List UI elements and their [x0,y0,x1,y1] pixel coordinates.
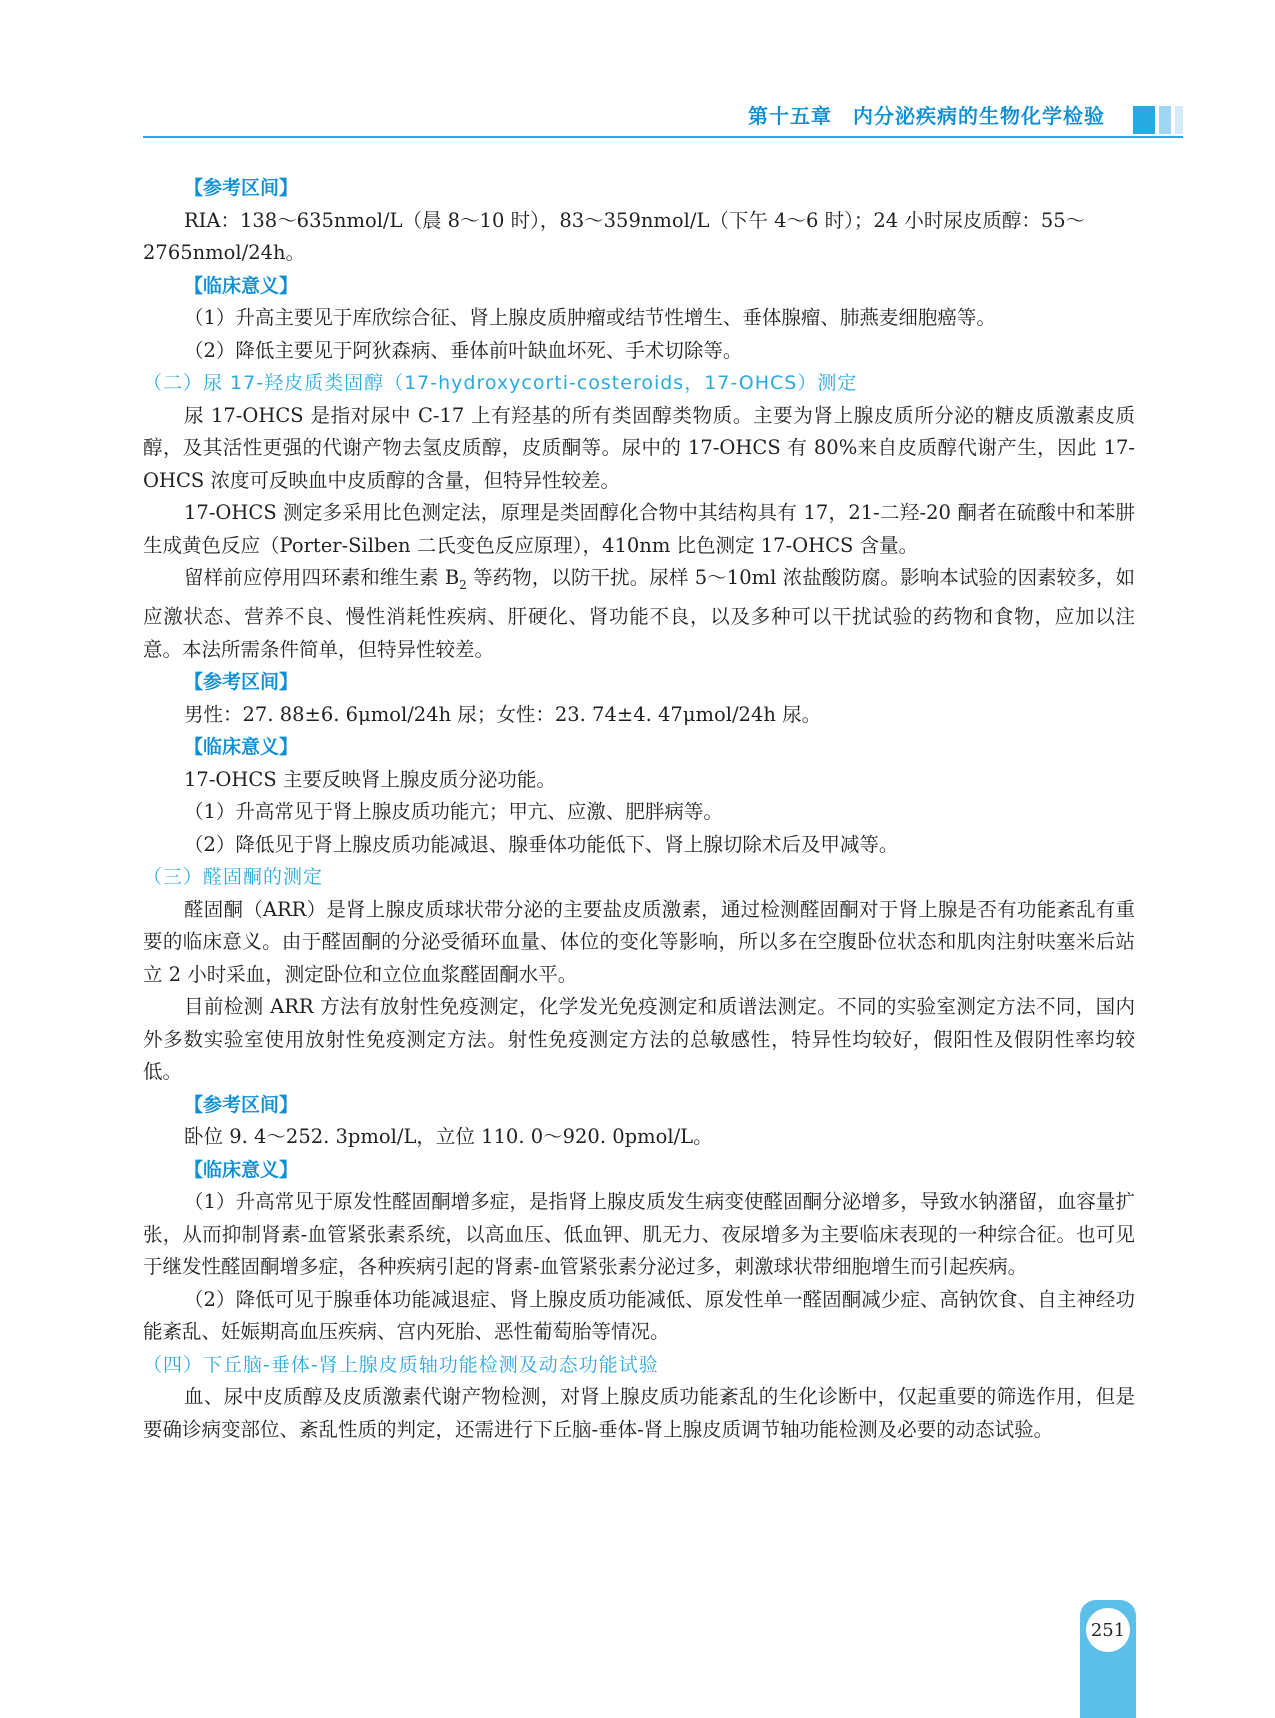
paragraph: 尿 17-OHCS 是指对尿中 C-17 上有羟基的所有类固醇类物质。主要为肾上腺皮质所分泌的糖皮质激素皮质醇，及其活性更强的代谢产物去氢皮质醇，皮质酮等。尿中的 17-OHCS 有 80%来自皮质醇代谢产生，因此 17-OHCS 浓度可反映血中皮质醇的含量，但特异性较差。 [143,403,1135,492]
list-item: （2）降低主要见于阿狄森病、垂体前叶缺血坏死、手术切除等。 [184,338,743,362]
list-item: （2）降低可见于腺垂体功能减退症、肾上腺皮质功能减低、原发性单一醛固酮减少症、高钠饮食、自主神经功能紊乱、妊娠期高血压疾病、宫内死胎、恶性葡萄胎等情况。 [143,1287,1135,1344]
subsection-title: （二）尿 17-羟皮质类固醇（17-hydroxycorti-costeroids，17-OHCS）测定 [143,372,858,394]
subsection-title: （四）下丘脑-垂体-肾上腺皮质轴功能检测及动态功能试验 [143,1353,659,1376]
paragraph: 17-OHCS 测定多采用比色测定法，原理是类固醇化合物中其结构具有 17，21-二羟-20 酮者在硫酸中和苯肼生成黄色反应（Porter-Silben 二氏变色反应原理），410nm 比色测定 17-OHCS 含量。 [143,501,1135,557]
chapter-title: 第十五章 内分泌疾病的生物化学检验 [748,104,1105,128]
subscript: 2 [459,577,467,592]
subsection-title: （三）醛固酮的测定 [143,866,324,889]
paragraph: 目前检测 ARR 方法有放射性免疫测定，化学发光免疫测定和质谱法测定。不同的实验室测定方法不同，国内外多数实验室使用放射性免疫测定方法。射性免疫测定方法的总敏感性，特异性均较好，假阳性及假阴性率均较低。 [143,995,1135,1084]
list-item: （2）降低见于肾上腺皮质功能减退、腺垂体功能低下、肾上腺切除术后及甲减等。 [184,832,899,856]
header-decor-bar [1159,106,1171,134]
paragraph-text: 留样前应停用四环素和维生素 B [184,566,460,589]
section-heading: 【参考区间】 [184,671,299,694]
header-decor-bar [1175,106,1183,134]
reference-range-cont: 2765nmol/24h。 [143,241,306,264]
list-item: （1）升高常见于肾上腺皮质功能亢；甲亢、应激、肥胖病等。 [184,800,723,824]
section-heading: 【参考区间】 [184,1093,299,1116]
paragraph-text: 等药物，以防干扰。尿样 5～10ml 浓盐酸防腐。影响本试验的因素较多，如应激状态、营养不良、慢性消耗性疾病、肝硬化、肾功能不良，以及多种可以干扰试验的药物和食物，应加以注意。本法所需条件简单，但特异性较差。 [143,566,1135,661]
page-number-tab [1080,1600,1136,1718]
list-item: （1）升高常见于原发性醛固酮增多症，是指肾上腺皮质发生病变使醛固酮分泌增多，导致水钠潴留，血容量扩张，从而抑制肾素-血管紧张素系统，以高血压、低血钾、肌无力、夜尿增多为主要临床表现的一种综合征。也可见于继发性醛固酮增多症，各种疾病引起的肾素-血管紧张素分泌过多，刺激球状带细胞增生而引起疾病。 [143,1190,1135,1279]
reference-range: 男性：27. 88±6. 6μmol/24h 尿；女性：23. 74±4. 47μmol/24h 尿。 [184,702,822,726]
paragraph [143,562,1135,666]
paragraph: 血、尿中皮质醇及皮质激素代谢产物检测，对肾上腺皮质功能紊乱的生化诊断中，仅起重要的筛选作用，但是要确诊病变部位、紊乱性质的判定，还需进行下丘脑-垂体-肾上腺皮质调节轴功能检测及必要的动态试验。 [143,1385,1135,1441]
header-decor-bar [1133,106,1155,134]
page-body [143,172,1135,1446]
list-item: （1）升高主要见于库欣综合征、肾上腺皮质肿瘤或结节性增生、垂体腺瘤、肺燕麦细胞癌等。 [184,306,996,329]
running-header [143,98,1183,138]
reference-range: 卧位 9. 4～252. 3pmol/L，立位 110. 0～920. 0pmol/L。 [184,1125,713,1149]
section-heading: 【临床意义】 [184,1158,299,1181]
section-heading: 【参考区间】 [184,177,299,199]
section-heading: 【临床意义】 [184,736,299,759]
list-item: 17-OHCS 主要反映肾上腺皮质分泌功能。 [184,767,556,791]
section-heading: 【临床意义】 [184,274,299,297]
paragraph: 醛固酮（ARR）是肾上腺皮质球状带分泌的主要盐皮质激素，通过检测醛固酮对于肾上腺是否有功能紊乱有重要的临床意义。由于醛固酮的分泌受循环血量、体位的变化等影响，所以多在空腹卧位状态和肌肉注射呋塞米后站立 2 小时采血，测定卧位和立位血浆醛固酮水平。 [143,897,1135,986]
reference-range: RIA：138～635nmol/L（晨 8～10 时），83～359nmol/L（下午 4～6 时）；24 小时尿皮质醇：55～ [184,208,1086,232]
page-number: 251 [1086,1608,1130,1652]
